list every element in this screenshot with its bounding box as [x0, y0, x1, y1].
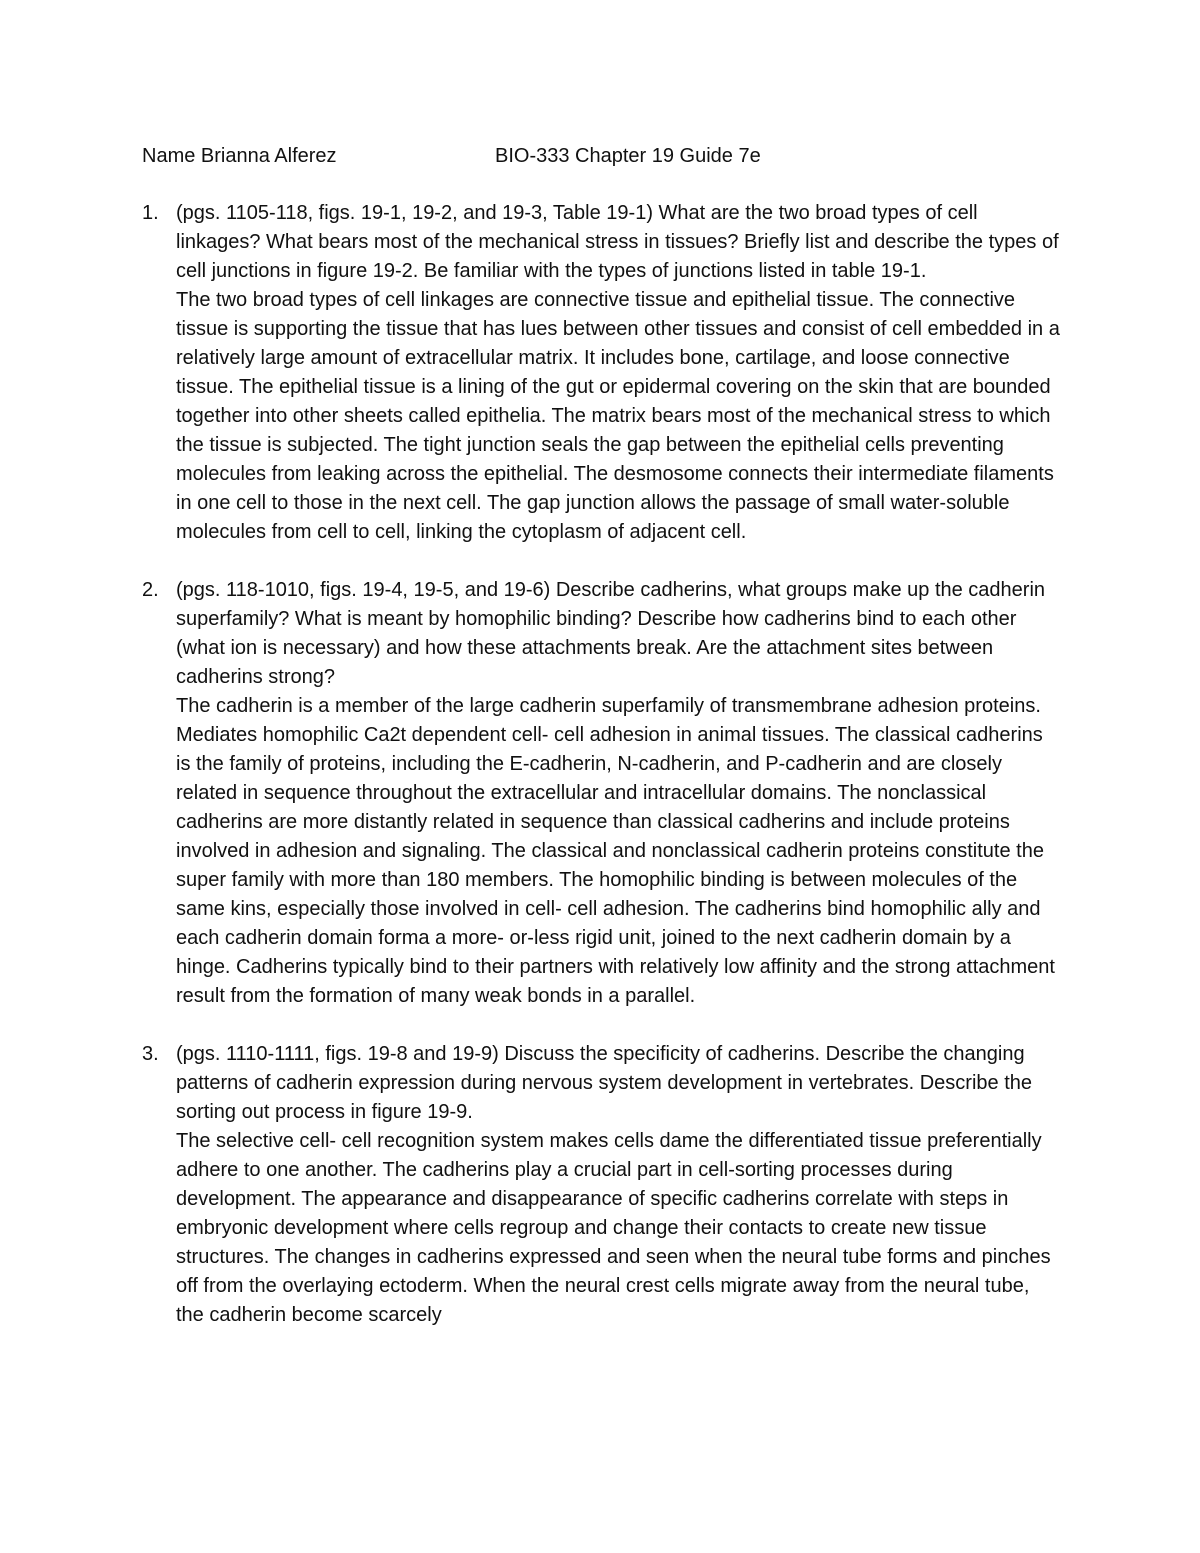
question-item — [142, 1040, 1060, 1330]
question-number: 3. — [142, 1043, 159, 1065]
question-number: 1. — [142, 202, 159, 224]
question-list — [142, 199, 1060, 1359]
question-item — [142, 199, 1060, 547]
question-prompt: (pgs. 1105-118, figs. 19-1, 19-2, and 19-3, Table 19-1) What are the two broad types of cell linkages? What bears most of the mechanical stress in tissues? Briefly list and describe the types of cell junctions in figure 19-2. Be familiar with the types of junctions listed in table 19-1. — [176, 202, 1059, 282]
question-item — [142, 576, 1060, 1011]
question-answer: The cadherin is a member of the large cadherin superfamily of transmembrane adhesion proteins. Mediates homophilic Ca2t dependent cell- cell adhesion in animal tissues. The classical cadherins is the family of proteins, including the E-cadherin, N-cadherin, and P-cadherin and are closely related in sequence throughout the extracellular and intracellular domains. The nonclassical cadherins are more distantly related in sequence than classical cadherins and include proteins involved in adhesion and signaling. The classical and nonclassical cadherin proteins constitute the super family with more than 180 members. The homophilic binding is between molecules of the same kins, especially those involved in cell- cell adhesion. The cadherins bind homophilic ally and each cadherin domain forma a more- or-less rigid unit, joined to the next cadherin domain by a hinge. Cadherins typically bind to their partners with relatively low affinity and the strong attachment result from the formation of many weak bonds in a parallel. — [176, 695, 1055, 1007]
question-prompt: (pgs. 118-1010, figs. 19-4, 19-5, and 19-6) Describe cadherins, what groups make up the cadherin superfamily? What is meant by homophilic binding? Describe how cadherins bind to each other (what ion is necessary) and how these attachments break. Are the attachment sites between cadherins strong? — [176, 579, 1046, 688]
course-title: BIO-333 Chapter 19 Guide 7e — [495, 145, 761, 167]
student-name: Name Brianna Alferez — [142, 145, 337, 167]
question-number: 2. — [142, 579, 159, 601]
question-prompt: (pgs. 1110-1111, figs. 19-8 and 19-9) Discuss the specificity of cadherins. Describe the changing patterns of cadherin expression during nervous system development in vertebrates. Describe the sorting out process in figure 19-9. — [176, 1043, 1033, 1123]
question-answer: The two broad types of cell linkages are connective tissue and epithelial tissue. The connective tissue is supporting the tissue that has lues between other tissues and consist of cell embedded in a relatively large amount of extracellular matrix. It includes bone, cartilage, and loose connective tissue. The epithelial tissue is a lining of the gut or epidermal covering on the skin that are bounded together into other sheets called epithelia. The matrix bears most of the mechanical stress to which the tissue is subjected. The tight junction seals the gap between the epithelial cells preventing molecules from leaking across the epithelial. The desmosome connects their intermediate filaments in one cell to those in the next cell. The gap junction allows the passage of small water-soluble molecules from cell to cell, linking the cytoplasm of adjacent cell. — [176, 289, 1060, 543]
question-answer: The selective cell- cell recognition system makes cells dame the differentiated tissue preferentially adhere to one another. The cadherins play a crucial part in cell-sorting processes during development. The appearance and disappearance of specific cadherins correlate with steps in embryonic development where cells regroup and change their contacts to create new tissue structures. The changes in cadherins expressed and seen when the neural tube forms and pinches off from the overlaying ectoderm. When the neural crest cells migrate away from the neural tube, the cadherin become scarcely — [176, 1130, 1051, 1326]
